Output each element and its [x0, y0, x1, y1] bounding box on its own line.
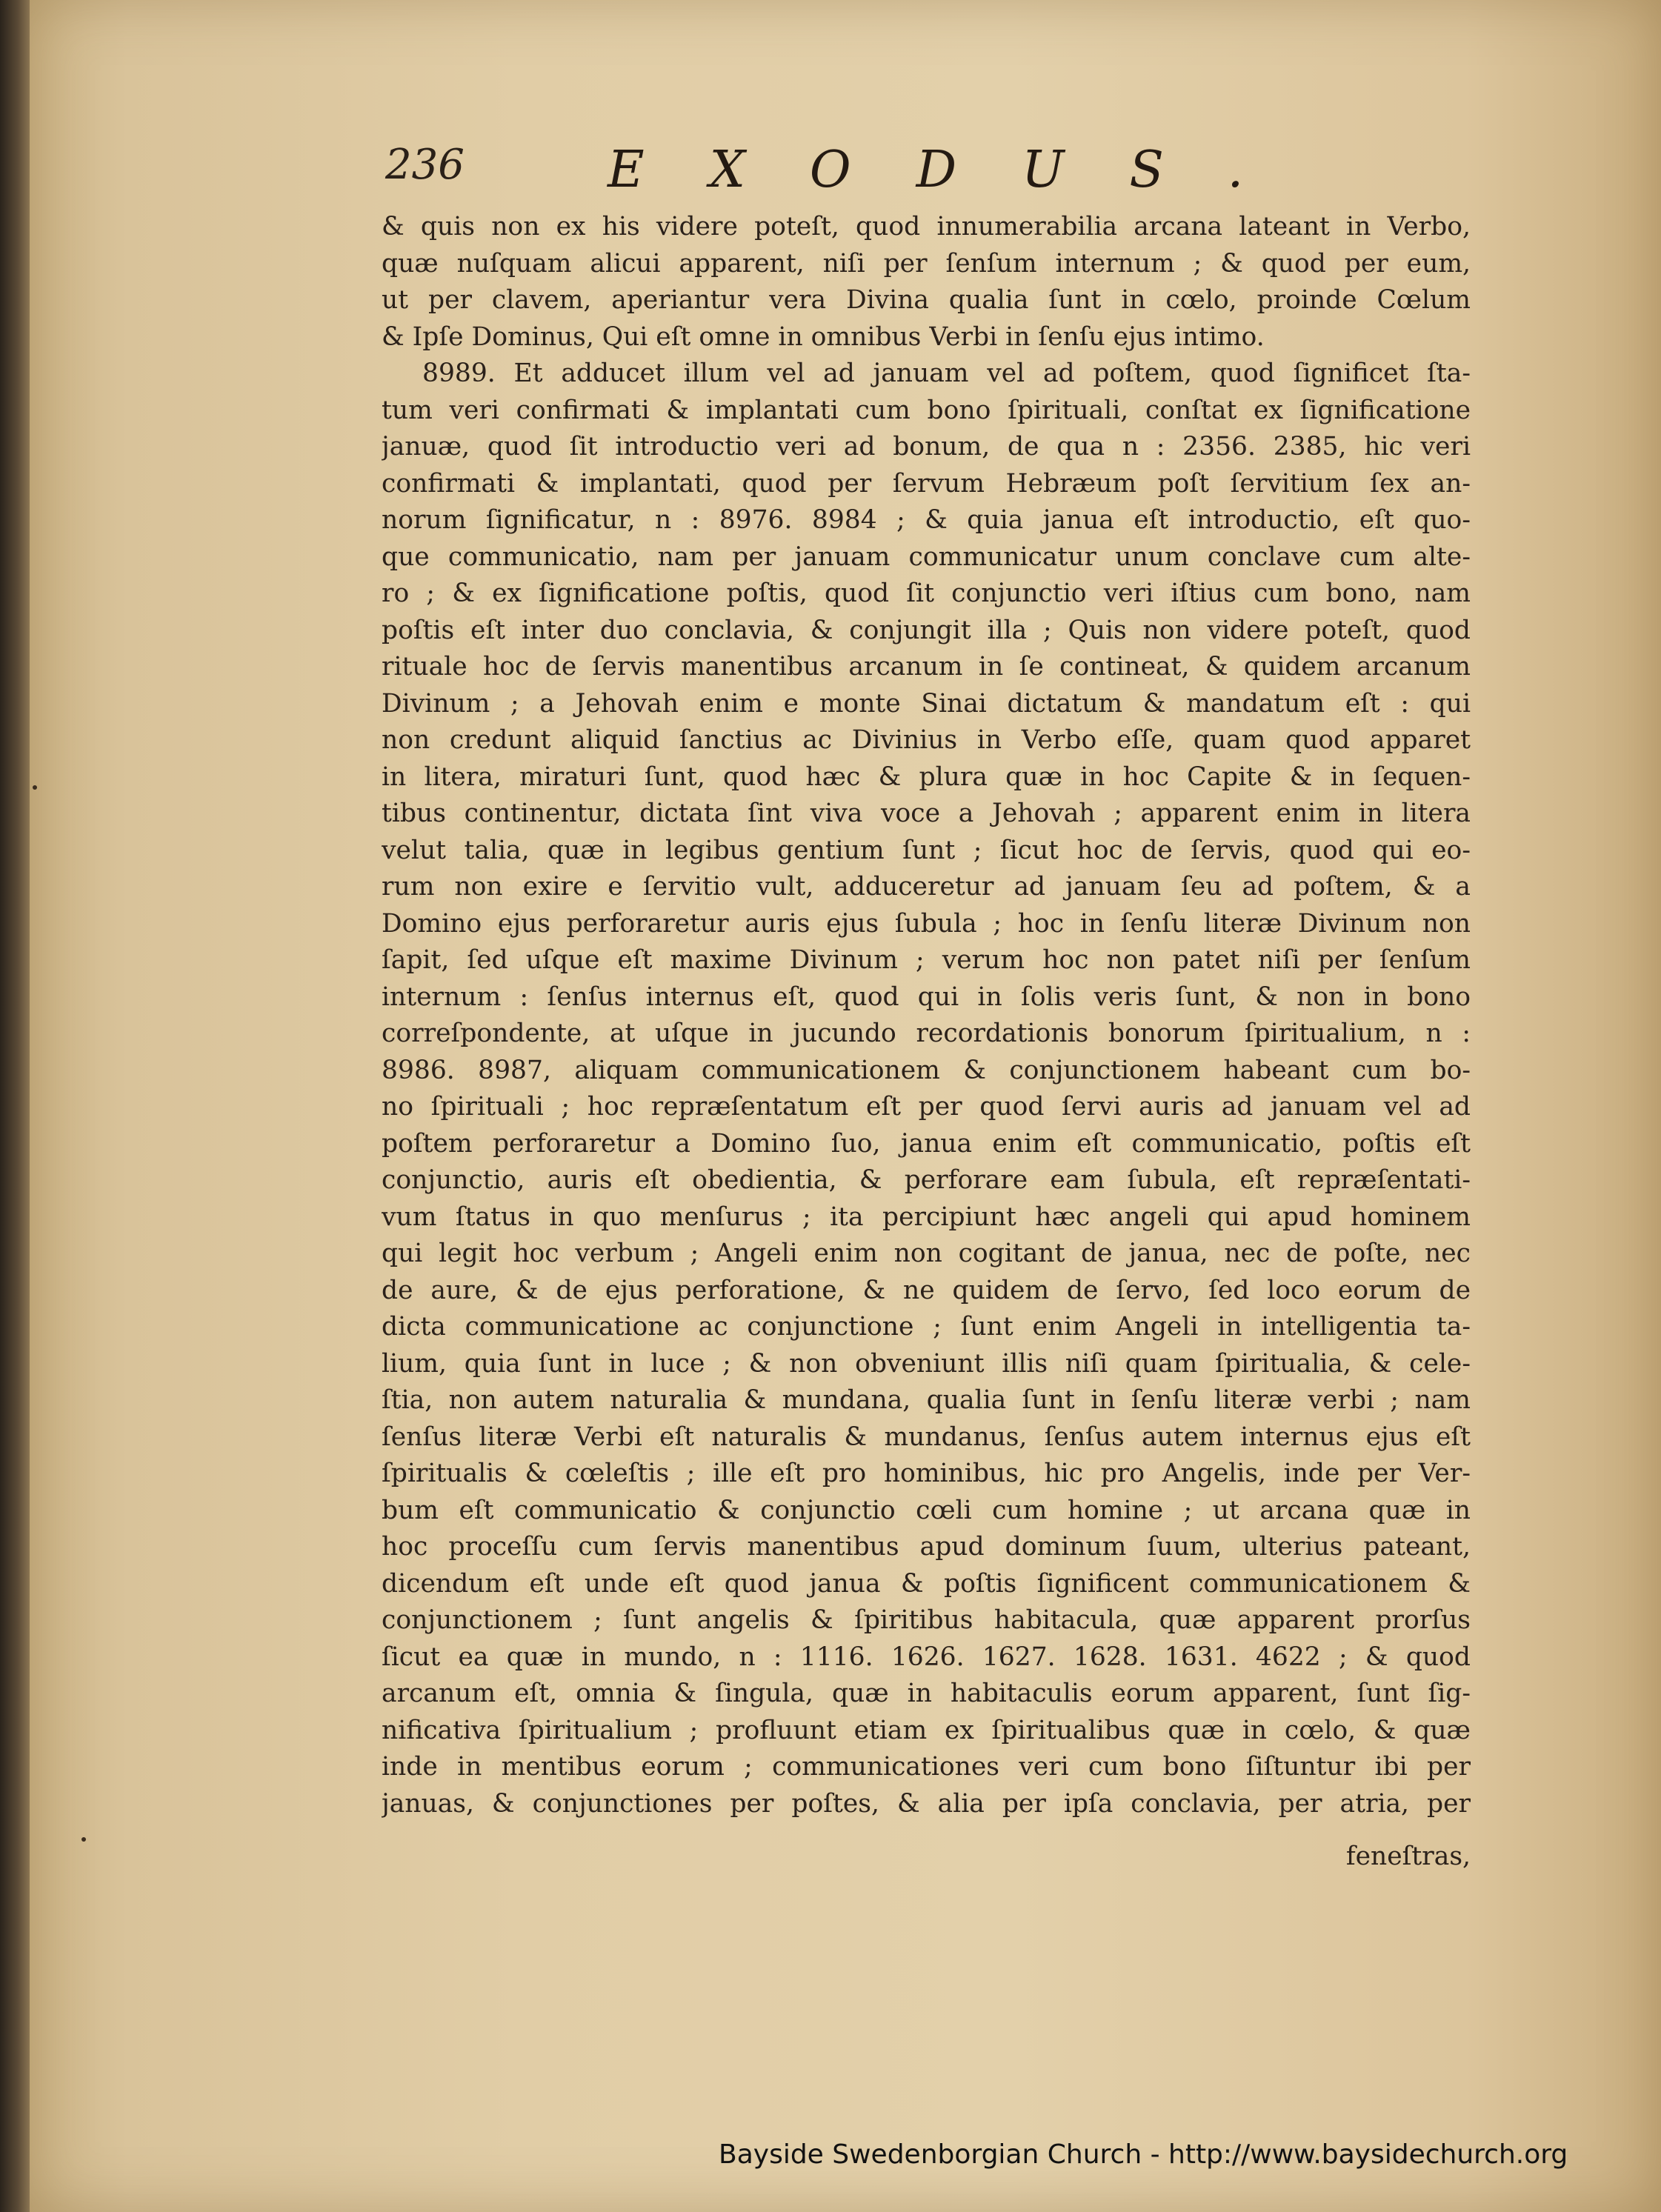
page-header	[385, 141, 1467, 207]
text-line: de aure, & de ejus perforatione, & ne quidem de ſervo, ſed loco eorum de	[382, 1275, 1471, 1305]
text-line: ſapit, ſed uſque eſt maxime Divinum ; verum hoc non patet niſi per ſenſum	[382, 945, 1471, 975]
text-line: conjunctio, auris eſt obedientia, & perforare eam ſubula, eſt repræſentati-	[382, 1165, 1471, 1195]
text-line: bum eſt communicatio & conjunctio cœli cum homine ; ut arcana quæ in	[382, 1495, 1471, 1525]
text-line: 8989. Et adducet illum vel ad januam vel ad poſtem, quod ſignificet ſta-	[422, 359, 1471, 388]
text-line: velut talia, quæ in legibus gentium ſunt ; ſicut hoc de ſervis, quod qui eo-	[382, 835, 1471, 865]
text-line: Divinum ; a Jehovah enim e monte Sinai dictatum & mandatum eſt : qui	[382, 688, 1471, 719]
catchword: feneſtras,	[1345, 1842, 1471, 1871]
text-line: poſtem perforaretur a Domino ſuo, janua enim eſt communicatio, poſtis eſt	[382, 1128, 1471, 1159]
text-line: ut per clavem, aperiantur vera Divina qualia ſunt in cœlo, proinde Cœlum	[382, 285, 1471, 315]
text-line: tum veri confirmati & implantati cum bono ſpirituali, conſtat ex ſignificatione	[382, 395, 1471, 425]
text-line: dicta communicatione ac conjunctione ; ſunt enim Angeli in intelligentia ta-	[382, 1312, 1471, 1342]
text-line: rum non exire e ſervitio vult, adduceretur ad januam ſeu ad poſtem, & a	[382, 872, 1471, 902]
page-number: 236	[385, 141, 465, 189]
running-head: EXODUS.	[608, 141, 1309, 199]
text-line: no ſpirituali ; hoc repræſentatum eſt per quod ſervi auris ad januam vel ad	[382, 1092, 1471, 1122]
text-line: ſenſus literæ Verbi eſt naturalis & mundanus, ſenſus autem internus ejus eſt	[382, 1422, 1471, 1452]
text-line: internum : ſenſus internus eſt, quod qui in ſolis veris ſunt, & non in bono	[382, 982, 1471, 1012]
text-line: ro ; & ex ſignificatione poſtis, quod ſit conjunctio veri iſtius cum bono, nam	[382, 579, 1471, 608]
text-line: conjunctionem ; ſunt angelis & ſpiritibus habitacula, quæ apparent prorſus	[382, 1605, 1471, 1635]
text-line: vum ſtatus in quo menſurus ; ita percipiunt hæc angeli qui apud hominem	[382, 1202, 1471, 1232]
book-binding-edge	[0, 0, 30, 2212]
text-line: & Ipſe Dominus, Qui eſt omne in omnibus Verbi in ſenſu ejus intimo.	[382, 322, 1265, 352]
text-line: inde in mentibus eorum ; communicationes veri cum bono ſiſtuntur ibi per	[382, 1752, 1471, 1782]
text-line: nificativa ſpiritualium ; profluunt etiam ex ſpiritualibus quæ in cœlo, & quæ	[382, 1715, 1471, 1745]
text-line: tibus continentur, dictata ſint viva voce a Jehovah ; apparent enim in litera	[382, 799, 1471, 828]
text-line: ſpiritualis & cœleſtis ; ille eſt pro hominibus, hic pro Angelis, inde per Ver-	[382, 1459, 1471, 1488]
text-line: rituale hoc de ſervis manentibus arcanum in ſe contineat, & quidem arcanum	[382, 652, 1471, 682]
text-line: confirmati & implantati, quod per ſervum Hebræum poſt ſervitium ſex an-	[382, 468, 1471, 499]
text-line: januæ, quod ſit introductio veri ad bonum, de qua n : 2356. 2385, hic veri	[382, 432, 1471, 462]
text-line: januas, & conjunctiones per poſtes, & alia per ipſa conclavia, per atria, per	[382, 1788, 1471, 1819]
text-line: hoc proceſſu cum ſervis manentibus apud dominum ſuum, ulterius pateant,	[382, 1532, 1471, 1562]
text-line: que communicatio, nam per januam communicatur unum conclave cum alte-	[382, 542, 1471, 572]
text-line: ſtia, non autem naturalia & mundana, qualia ſunt in ſenſu literæ verbi ; nam	[382, 1385, 1471, 1415]
watermark-text: Bayside Swedenborgian Church - http://www.baysidechurch.org	[719, 2139, 1568, 2170]
text-line: arcanum eſt, omnia & ſingula, quæ in habitaculis eorum apparent, ſunt ſig-	[382, 1679, 1471, 1708]
text-line: in litera, miraturi ſunt, quod hæc & plura quæ in hoc Capite & in ſequen-	[382, 762, 1471, 792]
text-line: non credunt aliquid ſanctius ac Divinius in Verbo eſſe, quam quod apparet	[382, 725, 1471, 755]
text-line: Domino ejus perforaretur auris ejus ſubula ; hoc in ſenſu literæ Divinum non	[382, 908, 1471, 939]
text-line: & quis non ex his videre poteſt, quod innumerabilia arcana lateant in Verbo,	[382, 212, 1471, 241]
text-line: norum ſignificatur, n : 8976. 8984 ; & quia janua eſt introductio, eſt quo-	[382, 505, 1471, 535]
body-text	[382, 209, 1471, 1822]
ink-speck	[33, 785, 37, 790]
text-line: lium, quia ſunt in luce ; & non obveniunt illis niſi quam ſpiritualia, & cele-	[382, 1348, 1471, 1379]
text-line: 8986. 8987, aliquam communicationem & conjunctionem habeant cum bo-	[382, 1055, 1471, 1085]
text-line: correſpondente, at uſque in jucundo recordationis bonorum ſpiritualium, n :	[382, 1019, 1471, 1048]
ink-speck	[81, 1837, 86, 1842]
text-line: poſtis eſt inter duo conclavia, & conjungit illa ; Quis non videre poteſt, quod	[382, 615, 1471, 645]
text-line: ſicut ea quæ in mundo, n : 1116. 1626. 1627. 1628. 1631. 4622 ; & quod	[382, 1642, 1471, 1672]
text-line: dicendum eſt unde eſt quod janua & poſtis ſignificent communicationem &	[382, 1568, 1471, 1599]
text-line: quæ nuſquam alicui apparent, niſi per ſenſum internum ; & quod per eum,	[382, 248, 1471, 279]
text-line: qui legit hoc verbum ; Angeli enim non cogitant de janua, nec de poſte, nec	[382, 1239, 1471, 1268]
